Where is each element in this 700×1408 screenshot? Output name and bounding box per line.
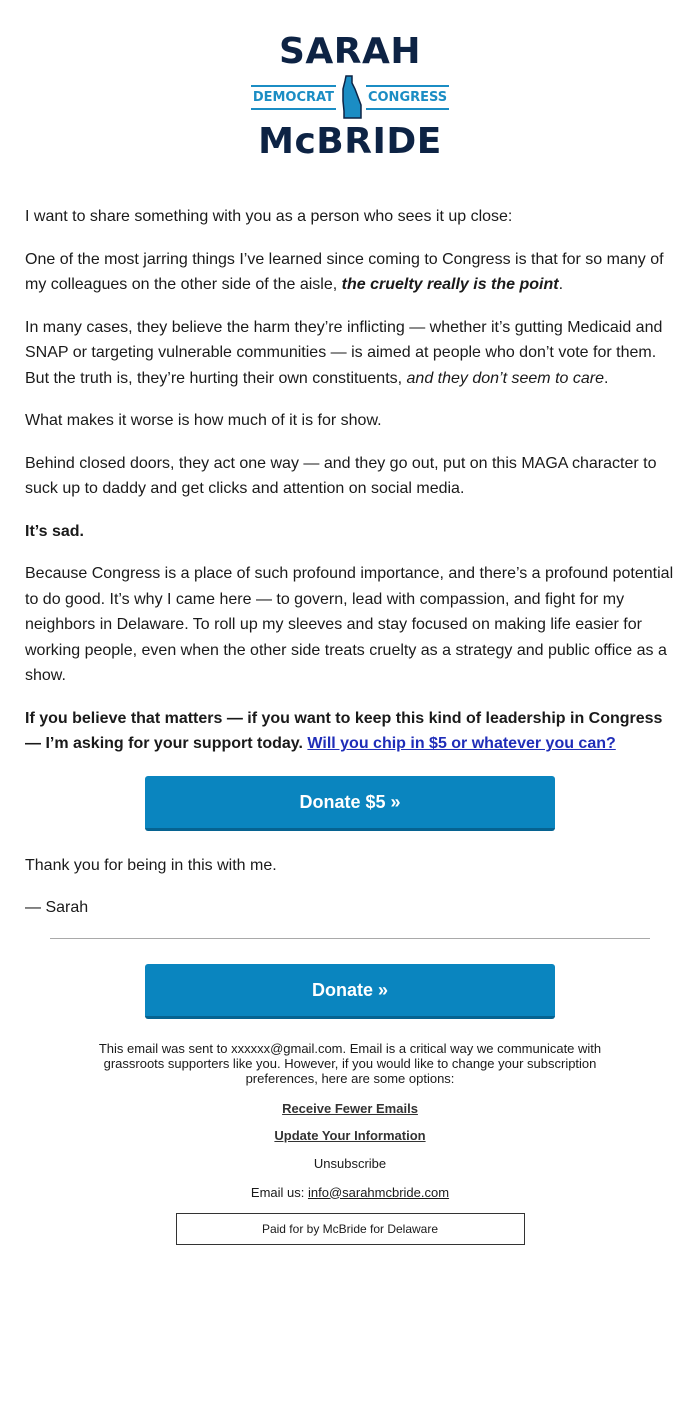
thanks-text: Thank you for being in this with me. <box>25 856 277 874</box>
donate-5-button[interactable]: Donate $5 » <box>145 776 555 831</box>
email-body <box>0 204 700 757</box>
campaign-logo <box>250 33 450 161</box>
footer <box>0 1041 700 1245</box>
divider <box>50 938 650 939</box>
unsubscribe-text[interactable]: Unsubscribe <box>313 1155 387 1171</box>
footer-note: This email was sent to xxxxxx@gmail.com. Email is a critical way we communicate with grassroots supporters like you. However, if you would like to change your subscription preferences, here are some options: <box>98 1040 602 1086</box>
email-us-line <box>0 1185 700 1200</box>
paragraph-1: I want to share something with you as a person who sees it up close: <box>25 208 513 225</box>
paragraph-7: Because Congress is a place of such profound importance, and there’s a profound potential to do good. It’s why I came here — to govern, lead with compassion, and fight for my neighbors in Delaware. To roll up my sleeves and stay focused on making life easier for working people, even when the other side treats cruelty as a strategy and public office as a show. <box>25 565 674 684</box>
signoff-text: — Sarah <box>25 899 89 916</box>
paragraph-3-text: In many cases, they believe the harm they’re inflicting — whether it’s gutting Medicaid and SNAP or targeting vulnerable communities — is aimed at people who don’t vote for them. But the truth is, they’re hurting their own constituents, <box>25 318 663 387</box>
closing <box>0 853 700 921</box>
chip-in-link[interactable]: Will you chip in $5 or whatever you can? <box>307 735 616 752</box>
update-information-link[interactable]: Update Your Information <box>274 1127 426 1143</box>
paragraph-2-emphasis: the cruelty really is the point <box>341 276 559 293</box>
logo-last-name: McBRIDE <box>258 121 442 162</box>
receive-fewer-emails-link[interactable]: Receive Fewer Emails <box>282 1100 418 1116</box>
paragraph-3-end: . <box>603 369 609 387</box>
delaware-state-icon <box>340 75 362 119</box>
paragraph-6: It’s sad. <box>25 522 84 540</box>
paragraph-2-text: One of the most jarring things I’ve learned since coming to Congress is that for so many of my colleagues on the other side of the aisle, <box>25 250 664 293</box>
paragraph-3 <box>25 315 675 392</box>
paragraph-3-emphasis: and they don’t seem to care <box>406 369 604 387</box>
email-us-label: Email us: <box>250 1184 308 1200</box>
donate-button[interactable]: Donate » <box>145 964 555 1019</box>
donate-wrap <box>0 964 700 1019</box>
paragraph-4: What makes it worse is how much of it is for show. <box>25 412 382 429</box>
email-link[interactable]: info@sarahmcbride.com <box>307 1184 450 1200</box>
logo-office: CONGRESS <box>366 85 449 110</box>
paragraph-8 <box>25 706 675 757</box>
paragraph-5: Behind closed doors, they act one way — and they go out, put on this MAGA character to suck up to daddy and get clicks and attention on social media. <box>25 454 657 497</box>
appeal-text: If you believe that matters — if you want to keep this kind of leadership in Congress — I’m asking for your support today. <box>25 709 663 752</box>
donate-5-wrap <box>0 776 700 831</box>
paid-for-disclaimer: Paid for by McBride for Delaware <box>176 1213 525 1245</box>
paragraph-2-end: . <box>558 276 564 293</box>
logo-middle-row <box>250 75 450 119</box>
logo-first-name: SARAH <box>279 31 421 72</box>
paragraph-2 <box>25 247 675 298</box>
logo-party: DEMOCRAT <box>251 85 336 110</box>
